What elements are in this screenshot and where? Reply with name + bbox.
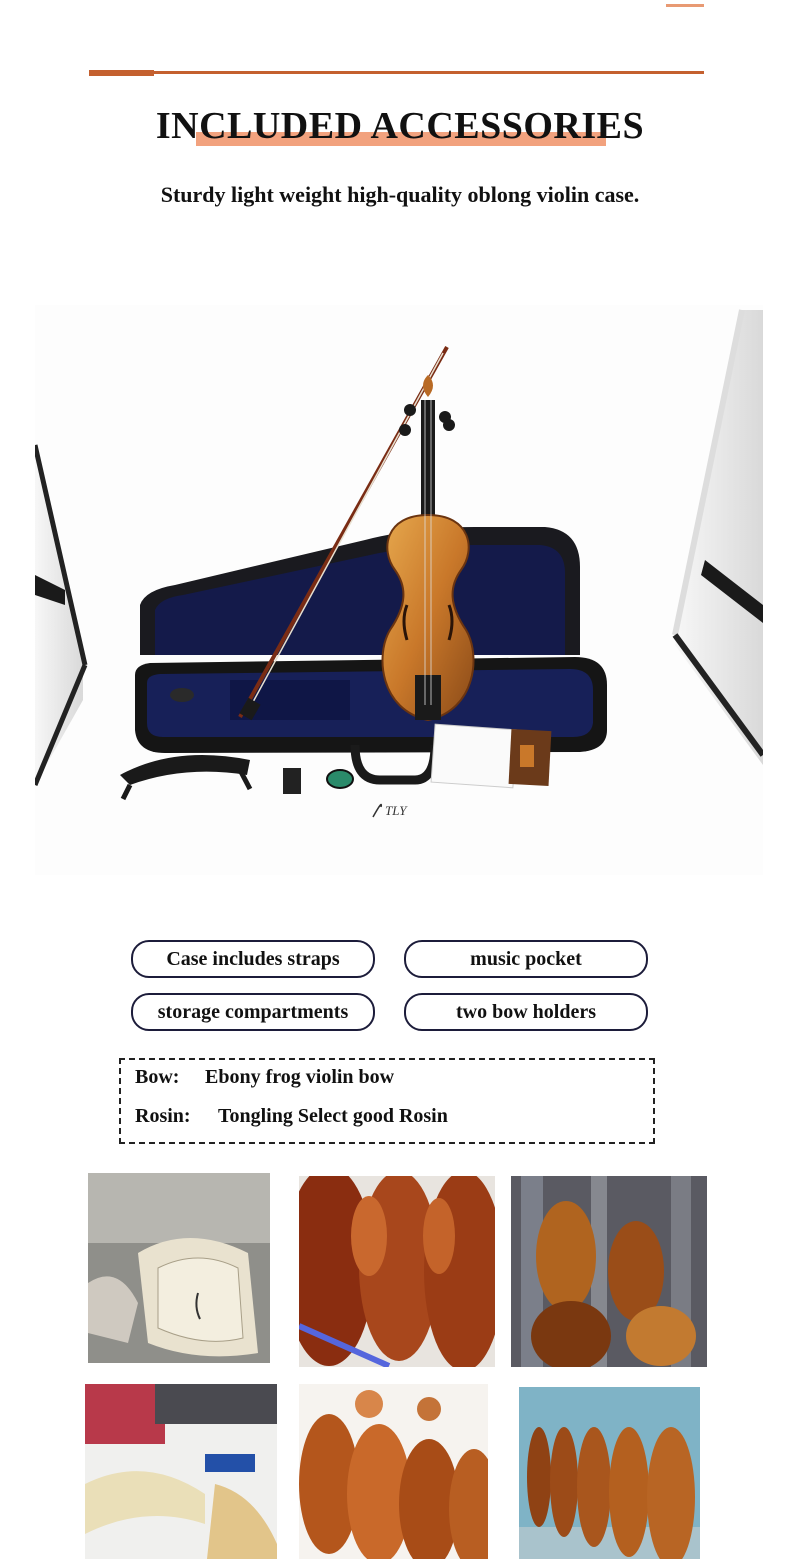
- title-text: INCLUDED ACCESSORIES: [155, 105, 645, 147]
- feature-pill-storage: storage compartments: [131, 993, 375, 1031]
- gallery-image-3: [511, 1176, 707, 1367]
- specs-box: [119, 1058, 655, 1144]
- spec-value: Tongling Select good Rosin: [218, 1105, 448, 1127]
- feature-pill-straps: Case includes straps: [131, 940, 375, 978]
- gallery-image-1: [88, 1173, 270, 1363]
- spec-value: Ebony frog violin bow: [205, 1066, 395, 1088]
- feature-pill-music-pocket: music pocket: [404, 940, 648, 978]
- section-divider-accent: [89, 70, 154, 76]
- gallery-image-4: [85, 1384, 277, 1559]
- page-title: [156, 104, 644, 148]
- spec-key: Bow:: [135, 1066, 180, 1088]
- svg-text:TLY: TLY: [385, 803, 407, 818]
- violin-case-product-photo: [35, 305, 763, 875]
- gallery-image-2: [299, 1176, 495, 1367]
- subtitle: Sturdy light weight high-quality oblong violin case.: [160, 182, 640, 207]
- section-divider: [89, 71, 704, 74]
- spec-row-rosin: [135, 1105, 448, 1128]
- manual-booklet-icon: [431, 724, 551, 788]
- title-block: [0, 104, 800, 148]
- rosin-icon: [327, 770, 353, 788]
- feature-pill-bow-holders: two bow holders: [404, 993, 648, 1031]
- gallery-image-5: [299, 1384, 488, 1559]
- top-accent-line: [666, 4, 704, 7]
- gallery-image-6: [519, 1387, 700, 1559]
- spec-key: Rosin:: [135, 1105, 191, 1127]
- spec-row-bow: [135, 1066, 394, 1089]
- tuner-icon: [283, 768, 301, 794]
